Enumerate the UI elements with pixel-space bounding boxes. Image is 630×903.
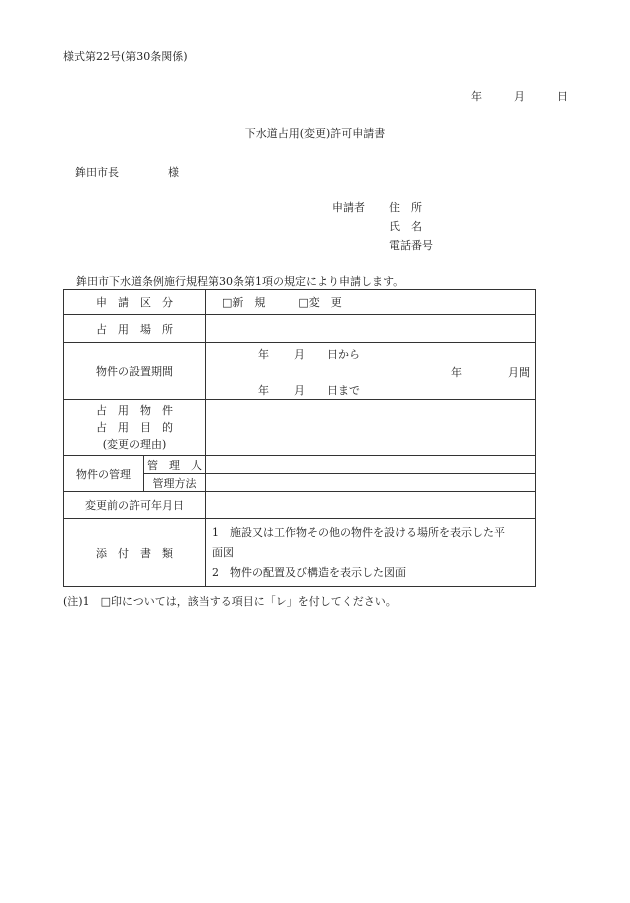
application-type-label: 申 請 区 分	[64, 290, 206, 315]
option-change-checkbox[interactable]: □変 更	[298, 296, 342, 309]
footnote: (注)1 □印については，該当する項目に「レ」を付してください。	[63, 595, 397, 608]
applicant-name-label: 氏 名	[389, 220, 422, 233]
row-application-type	[64, 290, 536, 315]
period-duration-year: 年	[451, 366, 462, 379]
attachments-value	[206, 519, 536, 587]
period-from-day: 日から	[327, 348, 360, 361]
objects-value[interactable]	[206, 400, 536, 456]
period-to-day: 日まで	[327, 384, 360, 397]
prior-permit-value[interactable]	[206, 492, 536, 519]
row-period	[64, 343, 536, 400]
location-value[interactable]	[206, 315, 536, 343]
objects-label-line2: 占 用 目 的	[96, 421, 173, 434]
prior-permit-label: 変更前の許可年月日	[64, 492, 206, 519]
period-value[interactable]	[206, 343, 536, 400]
applicant-label: 申請者	[332, 201, 365, 214]
period-to-year: 年	[258, 384, 269, 397]
objects-label	[64, 400, 206, 456]
row-location	[64, 315, 536, 343]
application-table	[63, 289, 536, 587]
attachments-label: 添 付 書 類	[64, 519, 206, 587]
period-from-year: 年	[258, 348, 269, 361]
objects-label-line3: (変更の理由)	[102, 438, 167, 451]
option-new-checkbox[interactable]: □新 規	[222, 296, 266, 309]
intro-text: 鉾田市下水道条例施行規程第30条第1項の規定により申請します。	[76, 275, 405, 288]
applicant-address-label: 住 所	[389, 201, 422, 214]
addressee-honorific: 様	[168, 166, 179, 179]
form-number: 様式第22号(第30条関係)	[63, 50, 188, 63]
period-duration-month: 月間	[508, 366, 530, 379]
management-label: 物件の管理	[64, 456, 144, 492]
applicant-phone-label: 電話番号	[389, 239, 433, 252]
method-value[interactable]	[206, 474, 536, 492]
application-type-options	[206, 290, 536, 315]
attachment-item1-line2: 面図	[212, 545, 234, 559]
row-prior-permit	[64, 492, 536, 519]
date-line	[471, 88, 568, 104]
location-label: 占 用 場 所	[64, 315, 206, 343]
document-title: 下水道占用(変更)許可申請書	[244, 127, 386, 140]
row-objects	[64, 400, 536, 456]
date-month: 月	[514, 90, 525, 103]
manager-label: 管 理 人	[144, 456, 206, 474]
objects-label-line1: 占 用 物 件	[96, 404, 173, 417]
period-to-month: 月	[294, 384, 305, 397]
method-label: 管理方法	[144, 474, 206, 492]
period-label: 物件の設置期間	[64, 343, 206, 400]
row-manager	[64, 456, 536, 474]
date-day: 日	[557, 90, 568, 103]
manager-value[interactable]	[206, 456, 536, 474]
row-attachments	[64, 519, 536, 587]
period-from-month: 月	[294, 348, 305, 361]
addressee-mayor: 鉾田市長	[75, 166, 119, 179]
attachment-item1-line1: 1 施設又は工作物その他の物件を設ける場所を表示した平	[212, 525, 505, 539]
attachment-item2: 2 物件の配置及び構造を表示した図面	[212, 565, 406, 579]
date-year: 年	[471, 90, 482, 103]
